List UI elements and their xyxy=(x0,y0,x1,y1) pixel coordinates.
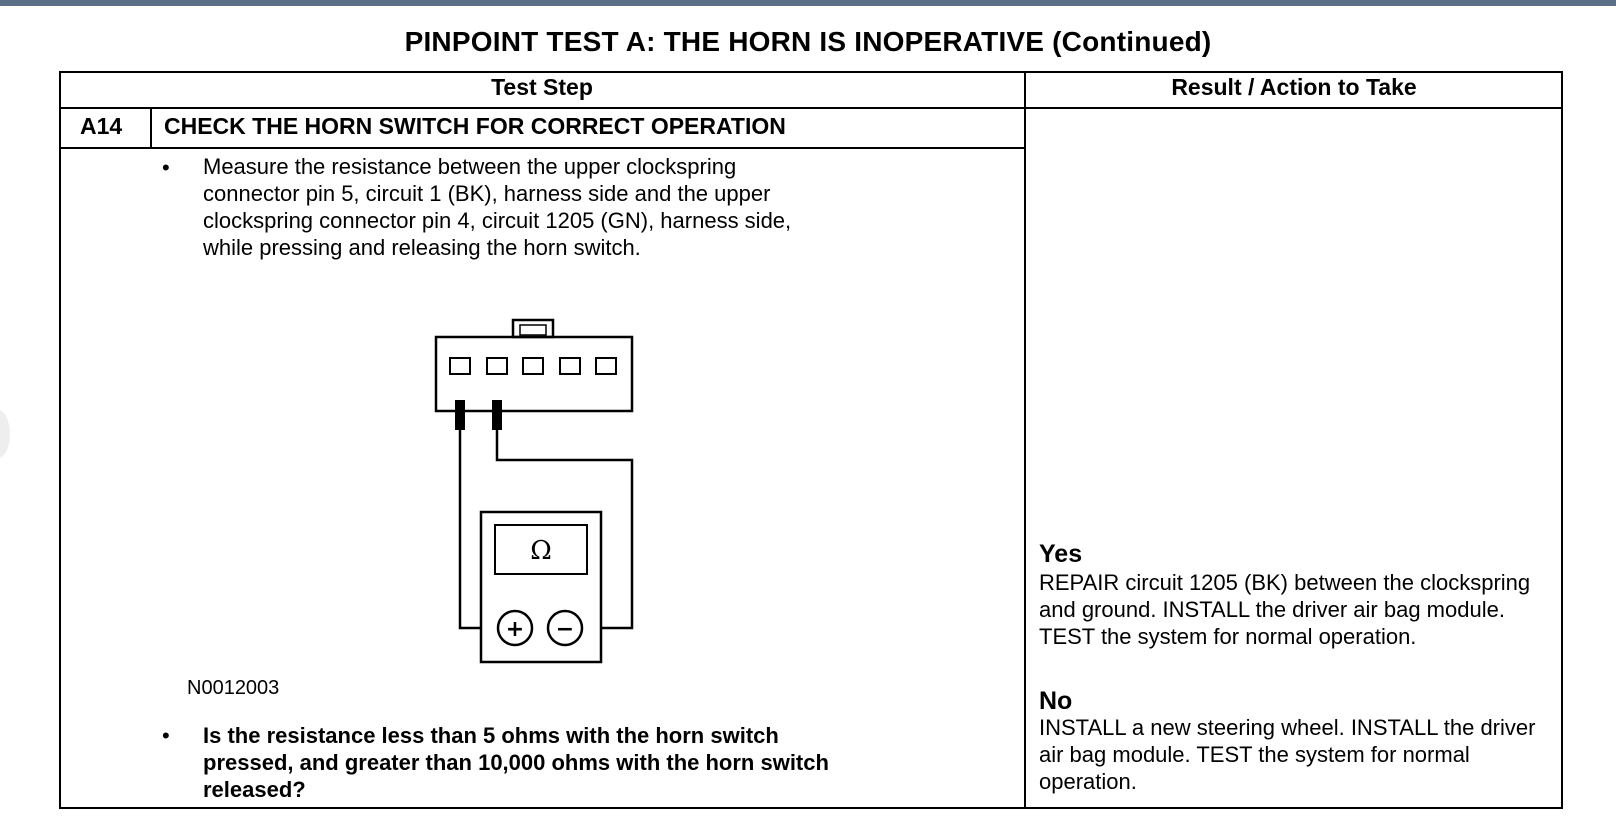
window-top-bar xyxy=(0,0,1616,6)
clockspring-connector-icon xyxy=(436,320,632,411)
result-no-label: No xyxy=(1039,687,1073,715)
step-title-divider xyxy=(59,147,1025,149)
column-divider xyxy=(1024,71,1026,809)
ohmmeter-icon xyxy=(481,512,601,662)
column-header-test-step: Test Step xyxy=(491,74,593,100)
header-divider xyxy=(59,107,1563,109)
figure-code: N0012003 xyxy=(187,677,280,699)
instruction-text: Measure the resistance between the upper clockspring connector pin 5, circuit 1 (BK), harness side and the upper clockspring connector pin 4, circuit 1205 (GN), harness side, while pressing and releasing the horn switch. xyxy=(203,154,792,260)
result-yes-label: Yes xyxy=(1039,540,1083,568)
ohm-symbol: Ω xyxy=(530,536,552,566)
step-id: A14 xyxy=(80,113,123,139)
page-title: PINPOINT TEST A: THE HORN IS INOPERATIVE (Continued) xyxy=(404,26,1212,57)
connector-meter-diagram xyxy=(400,300,640,670)
step-id-divider xyxy=(150,107,152,148)
bullet: • xyxy=(162,723,170,748)
result-yes-text: REPAIR circuit 1205 (BK) between the clockspring and ground. INSTALL the driver air bag module. TEST the system for normal operation. xyxy=(1039,570,1531,649)
column-header-result: Result / Action to Take xyxy=(1171,74,1417,100)
page-edge-shadow xyxy=(0,410,10,458)
step-title: CHECK THE HORN SWITCH FOR CORRECT OPERATION xyxy=(164,113,786,139)
plus-terminal-label: + xyxy=(505,617,525,642)
bullet: • xyxy=(162,155,170,180)
result-no-text: INSTALL a new steering wheel. INSTALL the driver air bag module. TEST the system for normal operation. xyxy=(1039,715,1536,794)
question-text: Is the resistance less than 5 ohms with the horn switch pressed, and greater than 10,000 ohms with the horn switch released? xyxy=(203,723,829,802)
minus-terminal-label: − xyxy=(555,617,575,642)
